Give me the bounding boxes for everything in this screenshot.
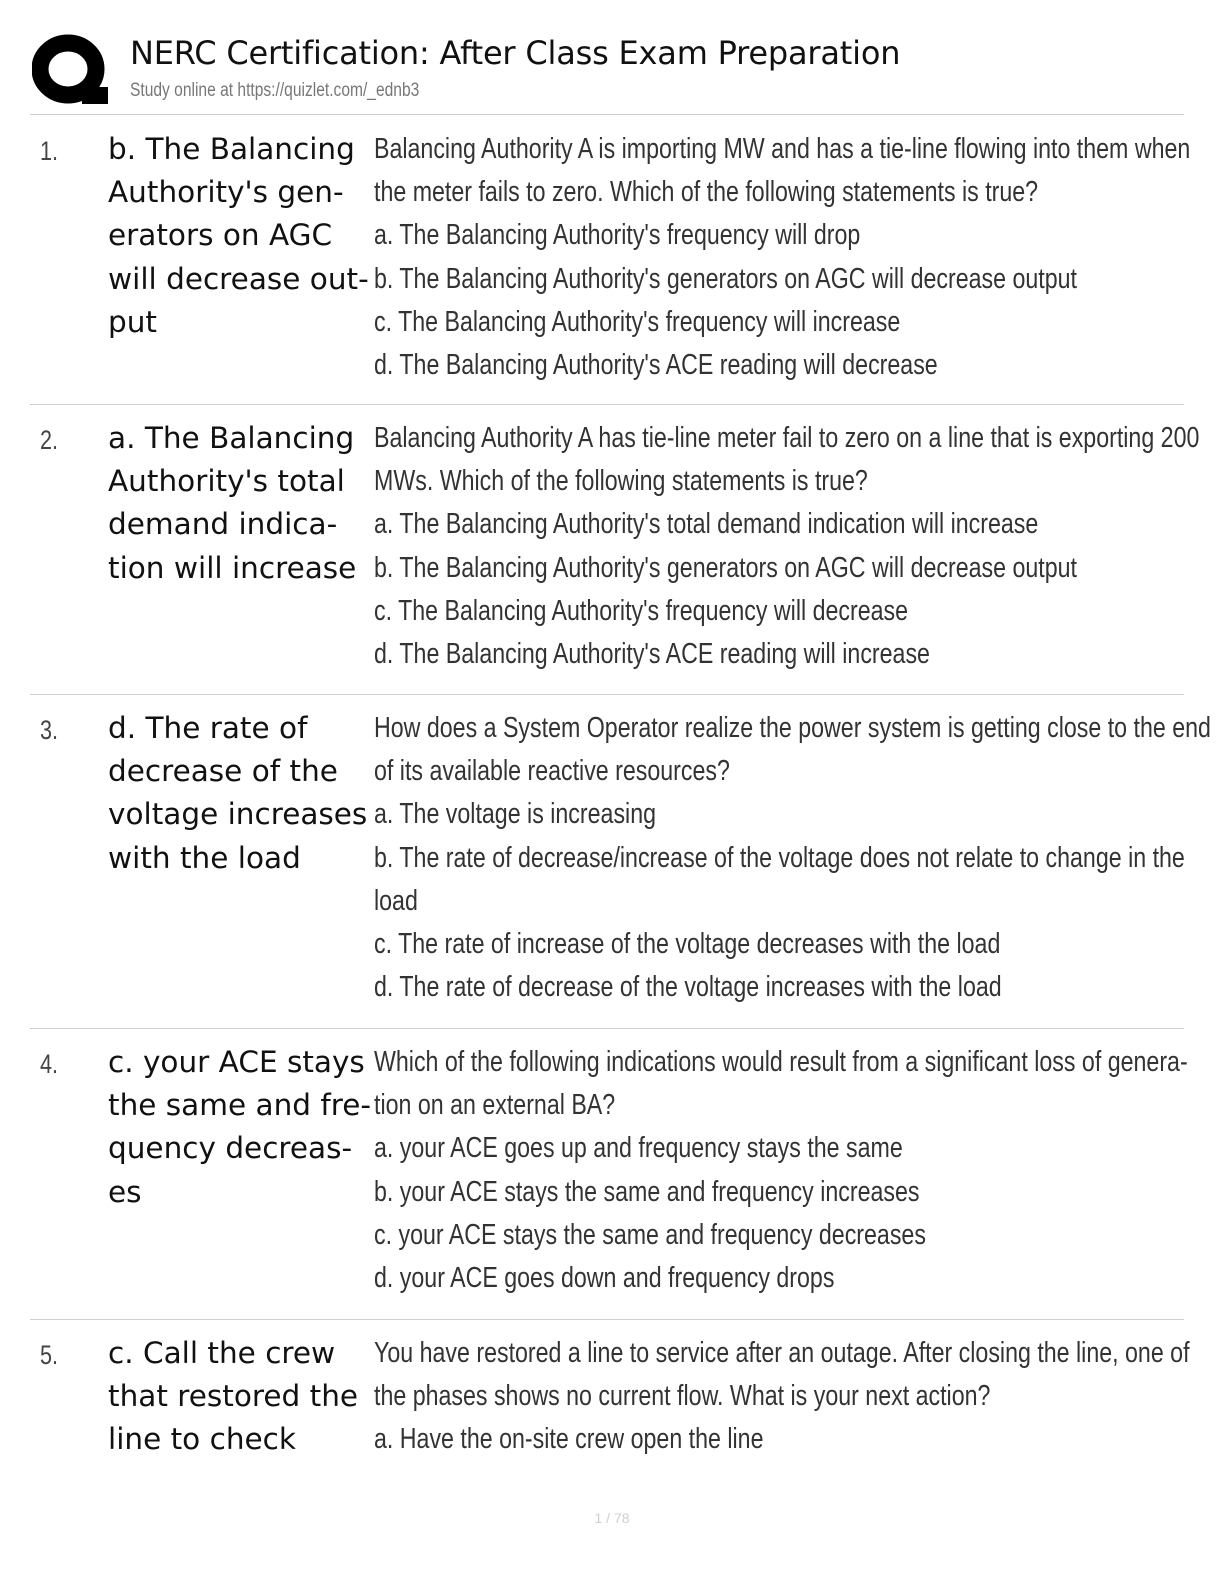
- card-definition: [374, 417, 1200, 676]
- card-number: 3.: [40, 715, 59, 745]
- card-number: 5.: [40, 1340, 59, 1370]
- card-number: 1.: [40, 136, 59, 166]
- flashcard: [30, 1029, 1188, 1320]
- definition-line: Balancing Authority A has tie-line meter fail to zero on a line that is exporting 200: [374, 422, 1200, 454]
- definition-line: d. The Balancing Authority's ACE reading will decrease: [374, 349, 938, 382]
- term-line: quency decreas-: [108, 1131, 353, 1166]
- term-line: es: [108, 1174, 142, 1209]
- flashcard: [30, 1320, 1190, 1480]
- definition-line: b. your ACE stays the same and frequency increases: [374, 1175, 920, 1208]
- term-line: that restored the: [108, 1379, 359, 1414]
- flashcard-list: [30, 116, 1211, 1480]
- definition-line: d. your ACE goes down and frequency drops: [374, 1262, 835, 1295]
- definition-line: c. The Balancing Authority's frequency will decrease: [374, 594, 909, 627]
- definition-line: a. The Balancing Authority's frequency will drop: [374, 219, 861, 252]
- page-title: NERC Certification: After Class Exam Preparation: [130, 34, 901, 72]
- term-line: a. The Balancing: [108, 421, 355, 455]
- definition-line: the meter fails to zero. Which of the following statements is true?: [374, 176, 1039, 209]
- definition-line: d. The Balancing Authority's ACE reading will increase: [374, 638, 930, 671]
- term-line: b. The Balancing: [108, 132, 355, 166]
- definition-line: c. The Balancing Authority's frequency will increase: [374, 305, 901, 338]
- term-line: c. your ACE stays: [108, 1045, 365, 1079]
- definition-line: the phases shows no current flow. What is your next action?: [374, 1380, 991, 1413]
- definition-line: a. your ACE goes up and frequency stays the same: [374, 1132, 903, 1165]
- term-line: erators on AGC: [108, 218, 333, 253]
- definition-line: b. The Balancing Authority's generators on AGC will decrease output: [374, 551, 1077, 584]
- definition-line: of its available reactive resources?: [374, 755, 730, 788]
- card-term: [108, 128, 370, 344]
- definition-line: a. Have the on-site crew open the line: [374, 1423, 764, 1456]
- header-divider: [30, 114, 1184, 115]
- definition-line: a. The voltage is increasing: [374, 798, 657, 831]
- definition-line: You have restored a line to service after an outage. After closing the line, one of: [374, 1337, 1190, 1369]
- card-term: [108, 1332, 370, 1462]
- card-number: 2.: [40, 425, 59, 455]
- card-term: [108, 417, 370, 590]
- flashcard: [30, 116, 1191, 405]
- term-line: decrease of the: [108, 754, 338, 789]
- card-definition: [374, 1041, 1188, 1300]
- quizlet-q-logo-icon: [32, 32, 108, 108]
- definition-line: d. The rate of decrease of the voltage increases with the load: [374, 971, 1002, 1004]
- term-line: d. The rate of: [108, 711, 308, 745]
- definition-line: MWs. Which of the following statements is true?: [374, 465, 868, 498]
- study-online-link[interactable]: Study online at https://quizlet.com/_ednb3: [130, 80, 420, 101]
- definition-line: c. your ACE stays the same and frequency decreases: [374, 1218, 926, 1251]
- card-definition: [374, 707, 1211, 1009]
- definition-line: a. The Balancing Authority's total demand indication will increase: [374, 508, 1039, 541]
- term-line: Authority's gen-: [108, 175, 344, 210]
- definition-line: Balancing Authority A is importing MW and has a tie-line flowing into them when: [374, 133, 1191, 165]
- flashcard: [30, 695, 1211, 1029]
- definition-line: Which of the following indications would result from a significant loss of genera-: [374, 1046, 1188, 1078]
- term-line: will decrease out-: [108, 261, 369, 296]
- definition-line: tion on an external BA?: [374, 1089, 616, 1122]
- term-line: line to check: [108, 1422, 296, 1457]
- card-term: [108, 707, 370, 880]
- definition-line: b. The rate of decrease/increase of the voltage does not relate to change in the: [374, 841, 1185, 874]
- term-line: c. Call the crew: [108, 1336, 336, 1370]
- page-number: 1 / 78: [594, 1510, 630, 1526]
- definition-line: c. The rate of increase of the voltage decreases with the load: [374, 928, 1001, 961]
- card-number: 4.: [40, 1049, 59, 1079]
- term-line: tion will increase: [108, 550, 357, 585]
- term-line: the same and fre-: [108, 1088, 372, 1123]
- term-line: put: [108, 304, 157, 339]
- card-term: [108, 1041, 370, 1214]
- definition-line: load: [374, 884, 418, 917]
- card-definition: [374, 1332, 1190, 1462]
- term-line: with the load: [108, 840, 301, 875]
- definition-line: How does a System Operator realize the power system is getting close to the end: [374, 712, 1211, 744]
- page-header: [30, 28, 1184, 114]
- term-line: Authority's total: [108, 464, 345, 499]
- term-line: demand indica-: [108, 507, 338, 542]
- term-line: voltage increases: [108, 797, 368, 832]
- definition-line: b. The Balancing Authority's generators on AGC will decrease output: [374, 262, 1077, 295]
- flashcard: [30, 405, 1200, 695]
- card-definition: [374, 128, 1191, 387]
